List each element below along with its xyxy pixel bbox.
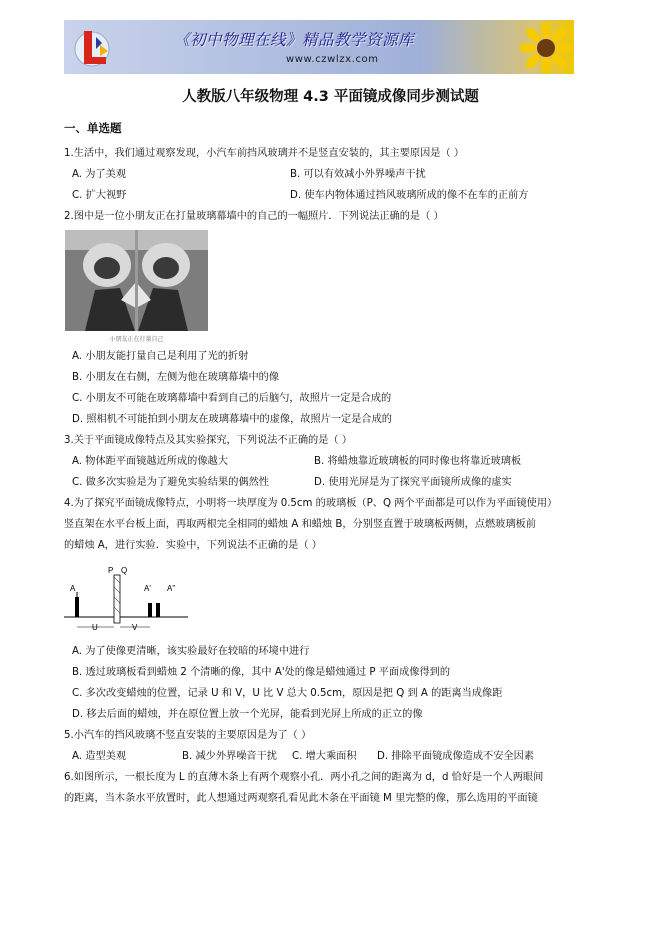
label-p: P xyxy=(108,566,114,575)
label-a-double-prime: A" xyxy=(167,584,176,593)
q3-option-c: C. 做多次实验是为了避免实验结果的偶然性 xyxy=(72,477,269,488)
q6-stem-line-1: 6.如图所示，一根长度为 L 的直薄木条上有两个观察小孔．两小孔之间的距离为 d，d 恰好是一个人两眼间 xyxy=(64,772,544,783)
q5-stem: 5.小汽车的挡风玻璃不竖直安装的主要原因是为了（ ） xyxy=(64,730,312,741)
label-q: Q xyxy=(121,566,128,575)
q3-stem: 3.关于平面镜成像特点及其实验探究，下列说法不正确的是（ ） xyxy=(64,435,353,446)
q2-option-c: C. 小朋友不可能在玻璃幕墙中看到自己的后脑勺，故照片一定是合成的 xyxy=(72,393,392,404)
q1-option-a: A. 为了美观 xyxy=(72,169,127,180)
q1-option-d: D. 使车内物体通过挡风玻璃所成的像不在车的正前方 xyxy=(290,190,529,201)
q2-option-a: A. 小朋友能打量自己是利用了光的折射 xyxy=(72,351,249,362)
q5-option-a: A. 造型美观 xyxy=(72,751,127,762)
q4-stem-line-3: 的蜡烛 A，进行实验．实验中，下列说法不正确的是（ ） xyxy=(64,540,322,551)
q4-option-b: B. 透过玻璃板看到蜡烛 2 个清晰的像，其中 A'处的像是蜡烛通过 P 平面成像得到的 xyxy=(72,667,451,678)
image-a-prime xyxy=(148,603,152,617)
child-mirror-photo xyxy=(65,230,208,331)
q4-stem-line-2: 竖直架在水平台板上面，再取两根完全相同的蜡烛 A 和蜡烛 B，分别竖直置于玻璃板两侧，点燃玻璃板前 xyxy=(64,519,536,530)
q3-option-b: B. 将蜡烛靠近玻璃板的同时像也将靠近玻璃板 xyxy=(314,456,522,467)
q1-stem: 1.生活中，我们通过观察发现，小汽车前挡风玻璃并不是竖直安装的，其主要原因是（ ） xyxy=(64,148,465,159)
q4-option-d: D. 移去后面的蜡烛，并在原位置上放一个光屏，能看到光屏上所成的正立的像 xyxy=(72,709,423,720)
q1-option-b: B. 可以有效减小外界噪声干扰 xyxy=(290,169,426,180)
label-a-prime: A' xyxy=(144,584,151,593)
q4-option-a: A. 为了使像更清晰，该实验最好在较暗的环境中进行 xyxy=(72,646,310,657)
q5-option-b: B. 减少外界噪音干扰 xyxy=(182,751,277,762)
label-u: U xyxy=(92,623,98,632)
candle-a xyxy=(75,597,79,617)
q3-option-a: A. 物体距平面镜越近所成的像越大 xyxy=(72,456,228,467)
q2-stem: 2.图中是一位小朋友正在打量玻璃幕墙中的自己的一幅照片．下列说法正确的是（ ） xyxy=(64,211,444,222)
q5-option-d: D. 排除平面镜成像造成不安全因素 xyxy=(377,751,534,762)
q4-option-c: C. 多次改变蜡烛的位置，记录 U 和 V，U 比 V 总大 0.5cm，原因是把 Q 到 A 的距离当成像距 xyxy=(72,688,503,699)
q6-stem-line-2: 的距离，当木条水平放置时，此人想通过两观察孔看见此木条在平面镜 M 里完整的像，那么选用的平面镜 xyxy=(64,793,538,804)
header-banner xyxy=(64,20,574,74)
q1-option-c: C. 扩大视野 xyxy=(72,190,127,201)
q2-photo-caption: 小朋友正在打量自己 xyxy=(109,336,164,343)
q5-option-c: C. 增大乘面积 xyxy=(292,751,357,762)
q4-experiment-diagram xyxy=(62,565,192,635)
sunflower-icon xyxy=(520,22,572,74)
document-title: 人教版八年级物理 4.3 平面镜成像同步测试题 xyxy=(182,89,479,105)
site-logo-icon xyxy=(70,23,118,71)
section-heading: 一、单选题 xyxy=(64,121,122,135)
q2-option-d: D. 照相机不可能拍到小朋友在玻璃幕墙中的虚像，故照片一定是合成的 xyxy=(72,414,392,425)
banner-url: www.czwlzx.com xyxy=(286,54,379,65)
q2-option-b: B. 小朋友在右侧，左侧为他在玻璃幕墙中的像 xyxy=(72,372,280,383)
image-a-double-prime xyxy=(156,603,160,617)
q3-option-d: D. 使用光屏是为了探究平面镜所成像的虚实 xyxy=(314,477,512,488)
banner-title: 《初中物理在线》精品教学资源库 xyxy=(174,31,415,49)
q2-photo xyxy=(65,230,208,345)
label-v: V xyxy=(132,623,138,632)
label-a: A xyxy=(70,584,76,593)
q4-stem-line-1: 4.为了探究平面镜成像特点，小明将一块厚度为 0.5cm 的玻璃板（P、Q 两个平面都是可以作为平面镜使用） xyxy=(64,498,558,509)
